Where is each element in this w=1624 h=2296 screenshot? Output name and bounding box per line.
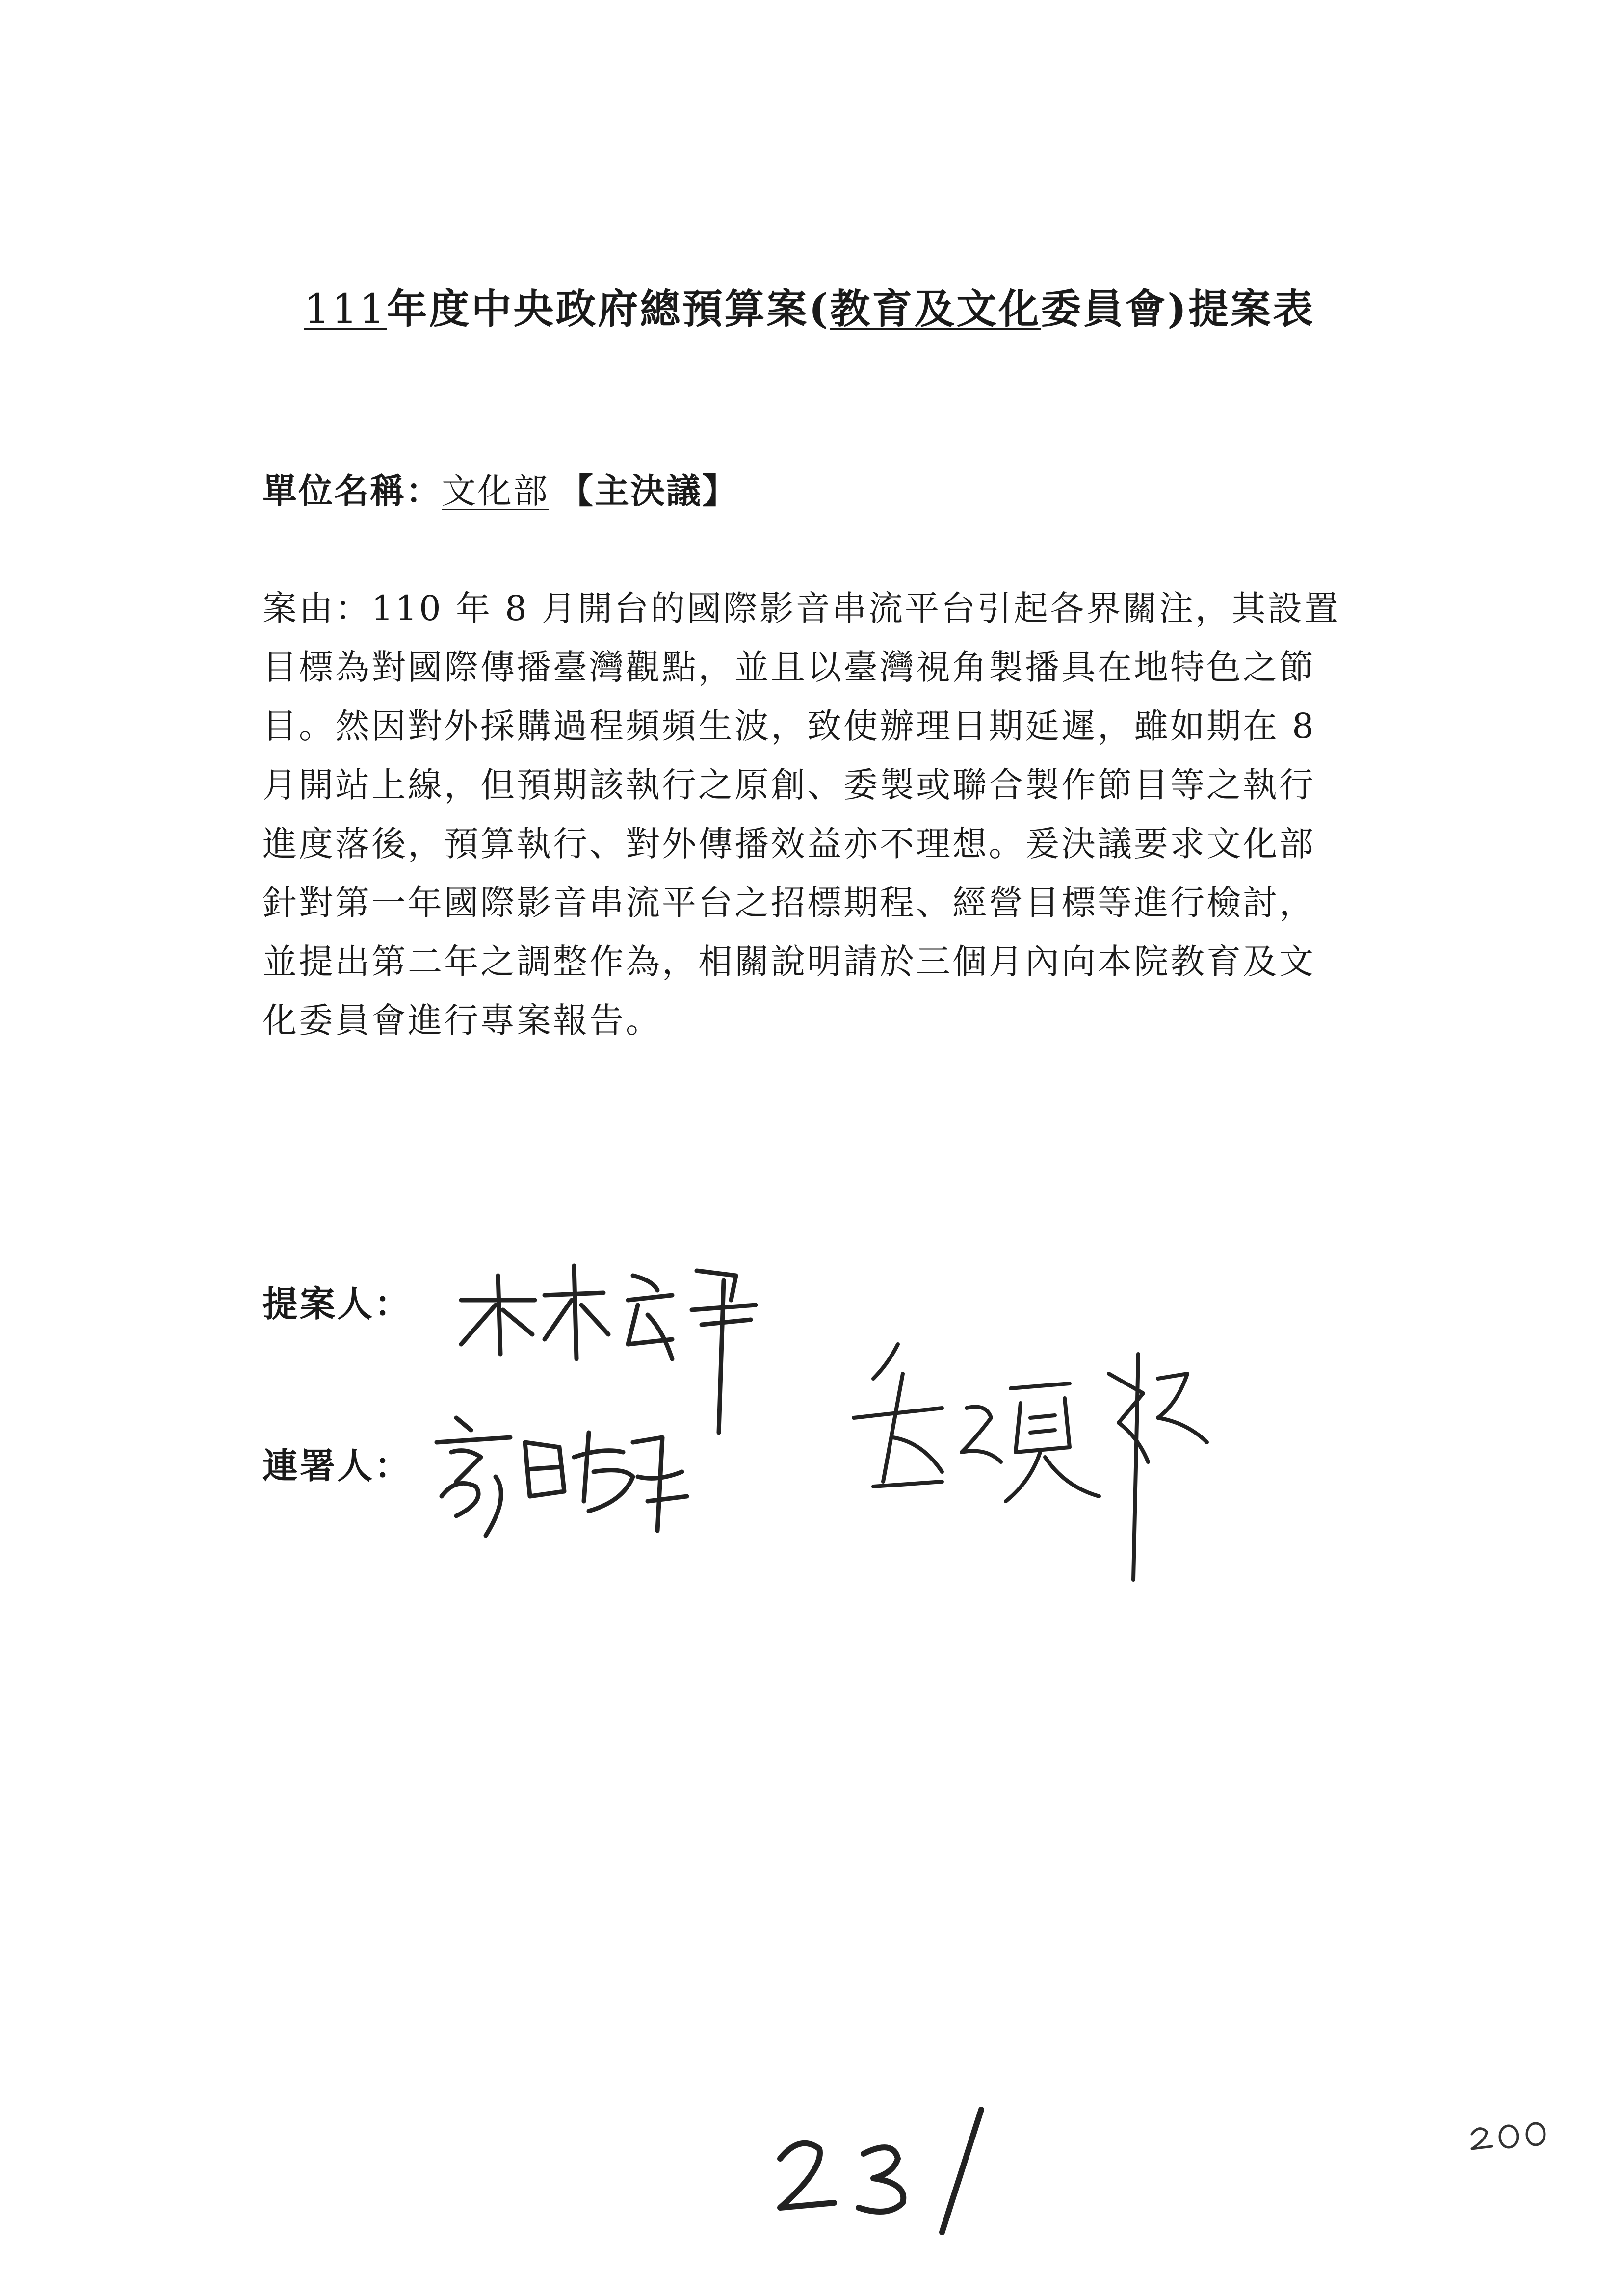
unit-label: 單位名稱：: [262, 470, 442, 511]
body-line: 案由：110 年 8 月開台的國際影音串流平台引起各界關注，其設置: [262, 588, 1340, 628]
body-line: 目標為對國際傳播臺灣觀點，並且以臺灣視角製播具在地特色之節: [262, 647, 1315, 687]
title-part1: 年度中央政府總預算案(: [387, 286, 830, 333]
document-title: [304, 277, 1384, 335]
body-line: 進度落後，預算執行、對外傳播效益亦不理想。爰決議要求文化部: [262, 824, 1315, 864]
body-line: 針對第一年國際影音串流平台之招標期程、經營目標等進行檢討，: [262, 883, 1315, 923]
body-line: 月開站上線，但預期該執行之原創、委製或聯合製作節目等之執行: [262, 765, 1315, 805]
title-committee: 教育及文化: [830, 286, 1041, 333]
cosigner-signature-2: [844, 1325, 1227, 1599]
unit-line: [262, 464, 738, 513]
body-line: 並提出第二年之調整作為，相關說明請於三個月內向本院教育及文: [262, 941, 1315, 982]
title-part2: 委員會)提案表: [1041, 286, 1315, 333]
cosigner-signature-1: [427, 1403, 702, 1550]
body-line: 化委員會進行專案報告。: [262, 1000, 662, 1041]
unit-value: 文化部: [442, 471, 549, 511]
resolution-tag: 【主決議】: [559, 470, 738, 511]
case-body: [262, 579, 1391, 1050]
cosigner-label: 連署人：: [262, 1445, 412, 1487]
handwritten-corner-number: [1467, 2114, 1555, 2161]
proposer-label: 提案人：: [262, 1283, 412, 1325]
handwritten-page-number: [765, 2100, 1001, 2239]
body-line: 目。然因對外採購過程頻頻生波，致使辦理日期延遲，雖如期在 8: [262, 706, 1316, 746]
title-year: 111: [304, 286, 387, 333]
